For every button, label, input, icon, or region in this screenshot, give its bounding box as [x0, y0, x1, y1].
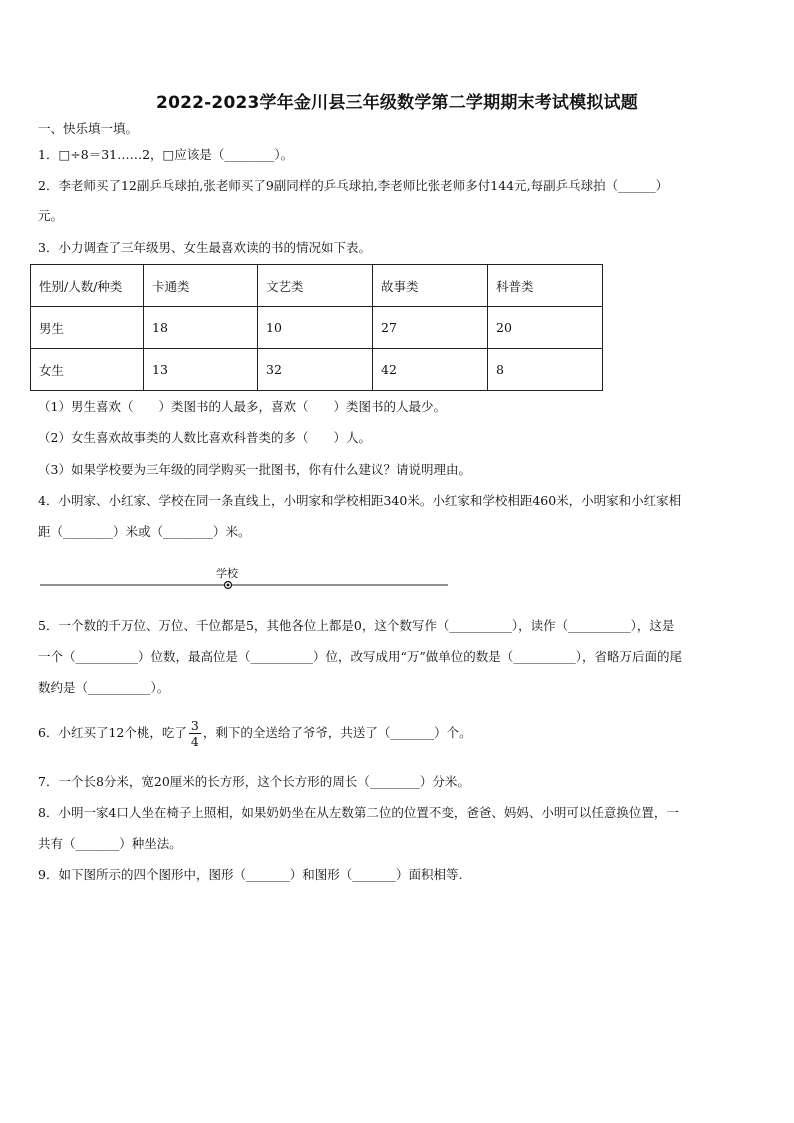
- school-point-center: [227, 584, 230, 587]
- question-6-text-before: 6．小红买了12个桃，吃了: [38, 725, 187, 740]
- question-6-text-after: ，剩下的全送给了爷爷，共送了（_______）个。: [202, 725, 472, 740]
- table-cell: 32: [258, 349, 373, 391]
- table-cell: 10: [258, 307, 373, 349]
- question-5-line-3: 数约是（__________）。: [38, 680, 170, 695]
- table-header-row: [31, 265, 603, 307]
- table-cell: 8: [488, 349, 603, 391]
- table-header-cell: 卡通类: [144, 265, 258, 307]
- table-header-cell: 文艺类: [258, 265, 373, 307]
- question-2-line-1: 2．李老师买了12副乒乓球拍,张老师买了9副同样的乒乓球拍,李老师比张老师多付144元,每副乒乓球拍（______）: [38, 178, 669, 193]
- table-cell: 13: [144, 349, 258, 391]
- question-5-line-2: 一个（__________）位数，最高位是（__________）位，改写成用“万”做单位的数是（__________），省略万后面的尾: [38, 649, 683, 664]
- fraction-three-quarters: [189, 718, 201, 749]
- question-9: 9．如下图所示的四个图形中，图形（_______）和图形（_______）面积相等.: [38, 867, 463, 882]
- table-cell: 20: [488, 307, 603, 349]
- number-line-diagram: [38, 578, 452, 592]
- table-header-cell: 故事类: [373, 265, 488, 307]
- table-row: [31, 349, 603, 391]
- question-4-line-2: 距（________）米或（________）米。: [38, 524, 251, 539]
- question-1: 1．□÷8＝31……2，□应该是（________）。: [38, 147, 294, 162]
- table-cell: 27: [373, 307, 488, 349]
- table-row: [31, 307, 603, 349]
- fraction-numerator: 3: [190, 718, 199, 733]
- question-6: [38, 716, 472, 750]
- table-cell: 18: [144, 307, 258, 349]
- reading-survey-table: [30, 264, 603, 391]
- table-cell: 42: [373, 349, 488, 391]
- question-8-line-2: 共有（_______）种坐法。: [38, 836, 182, 851]
- table-header-cell: 科普类: [488, 265, 603, 307]
- fraction-denominator: 4: [190, 734, 199, 749]
- table-header-cell: 性别/人数/种类: [31, 265, 144, 307]
- question-4-line-1: 4．小明家、小红家、学校在同一条直线上，小明家和学校相距340米。小红家和学校相距460米，小明家和小红家相: [38, 493, 682, 508]
- question-3-part-2: （2）女生喜欢故事类的人数比喜欢科普类的多（ ）人。: [38, 430, 371, 445]
- table-cell: 女生: [31, 349, 144, 391]
- question-3: 3．小力调查了三年级男、女生最喜欢读的书的情况如下表。: [38, 240, 371, 255]
- question-3-part-3: （3）如果学校要为三年级的同学购买一批图书，你有什么建议？请说明理由。: [38, 462, 471, 477]
- question-7: 7．一个长8分米，宽20厘米的长方形，这个长方形的周长（________）分米。: [38, 774, 470, 789]
- section-heading: 一、快乐填一填。: [38, 121, 139, 136]
- table-cell: 男生: [31, 307, 144, 349]
- school-label: 学校: [216, 567, 238, 580]
- question-5-line-1: 5．一个数的千万位、万位、千位都是5，其他各位上都是0，这个数写作（__________），读作（__________），这是: [38, 618, 675, 633]
- question-8-line-1: 8．小明一家4口人坐在椅子上照相，如果奶奶坐在从左数第二位的位置不变，爸爸、妈妈、小明可以任意换位置，一: [38, 805, 679, 820]
- question-3-part-1: （1）男生喜欢（ ）类图书的人最多，喜欢（ ）类图书的人最少。: [38, 399, 446, 414]
- question-2-line-2: 元。: [38, 208, 64, 223]
- page-title: 2022-2023学年金川县三年级数学第二学期期末考试模拟试题: [156, 93, 638, 113]
